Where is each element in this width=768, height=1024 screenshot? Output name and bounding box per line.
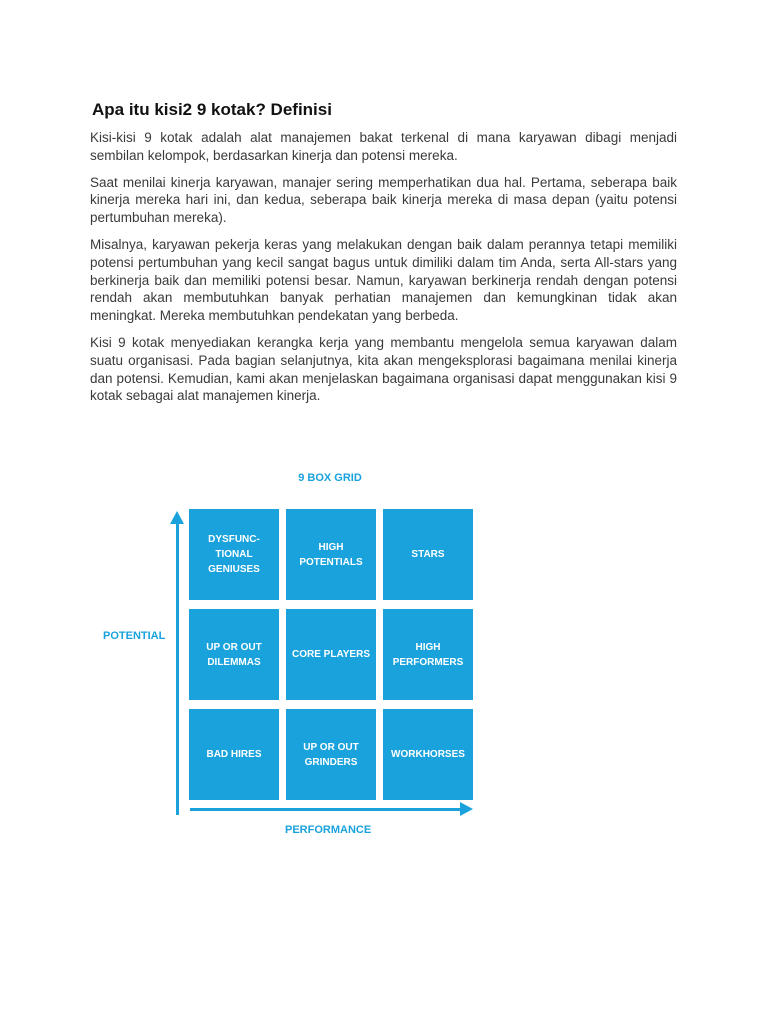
paragraph-3: Misalnya, karyawan pekerja keras yang melakukan dengan baik dalam perannya tetapi memiliki potensi pertumbuhan yang kecil sangat bagus untuk dimiliki dalam tim Anda, serta All-stars yang berkinerja baik dan memiliki potensi besar. Namun, karyawan berkinerja rendah dengan potensi rendah akan membutuhkan banyak perhatian manajemen dan kemungkinan tidak akan meningkat. Mereka membutuhkan pendekatan yang berbeda. [90,236,677,324]
grid-cell-dysfunctional-geniuses: DYSFUNC- TIONAL GENIUSES [189,509,279,600]
paragraph-2: Saat menilai kinerja karyawan, manajer sering memperhatikan dua hal. Pertama, seberapa baik kinerja mereka hari ini, dan kedua, seberapa baik kinerja mereka di masa depan (yaitu potensi pertumbuhan mereka). [90,174,677,226]
grid-cell-up-or-out-grinders: UP OR OUT GRINDERS [286,709,376,800]
x-axis-arrow-icon [460,802,473,816]
grid-title: 9 BOX GRID [298,472,362,484]
y-axis-arrow-icon [170,511,184,524]
y-axis-line [176,515,179,815]
grid-cell-up-or-out-dilemmas: UP OR OUT DILEMMAS [189,609,279,700]
body-text [90,129,677,414]
grid-cell-stars: STARS [383,509,473,600]
grid-cell-core-players: CORE PLAYERS [286,609,376,700]
grid-cell-high-performers: HIGH PERFORMERS [383,609,473,700]
paragraph-1: Kisi-kisi 9 kotak adalah alat manajemen bakat terkenal di mana karyawan dibagi menjadi sembilan kelompok, berdasarkan kinerja dan potensi mereka. [90,130,677,163]
x-axis-label: PERFORMANCE [285,824,372,836]
grid-cell-high-potentials: HIGH POTENTIALS [286,509,376,600]
y-axis-label: POTENTIAL [103,630,166,642]
paragraph-4: Kisi 9 kotak menyediakan kerangka kerja yang membantu mengelola semua karyawan dalam suatu organisasi. Pada bagian selanjutnya, kita akan mengeksplorasi bagaimana menilai kinerja dan potensi. Kemudian, kami akan menjelaskan bagaimana organisasi dapat menggunakan kisi 9 kotak sebagai alat manajemen kinerja. [90,334,677,404]
page-title: Apa itu kisi2 9 kotak? Definisi [92,100,332,119]
grid-cell-bad-hires: BAD HIRES [189,709,279,800]
grid-cell-workhorses: WORKHORSES [383,709,473,800]
x-axis-line [190,808,462,811]
